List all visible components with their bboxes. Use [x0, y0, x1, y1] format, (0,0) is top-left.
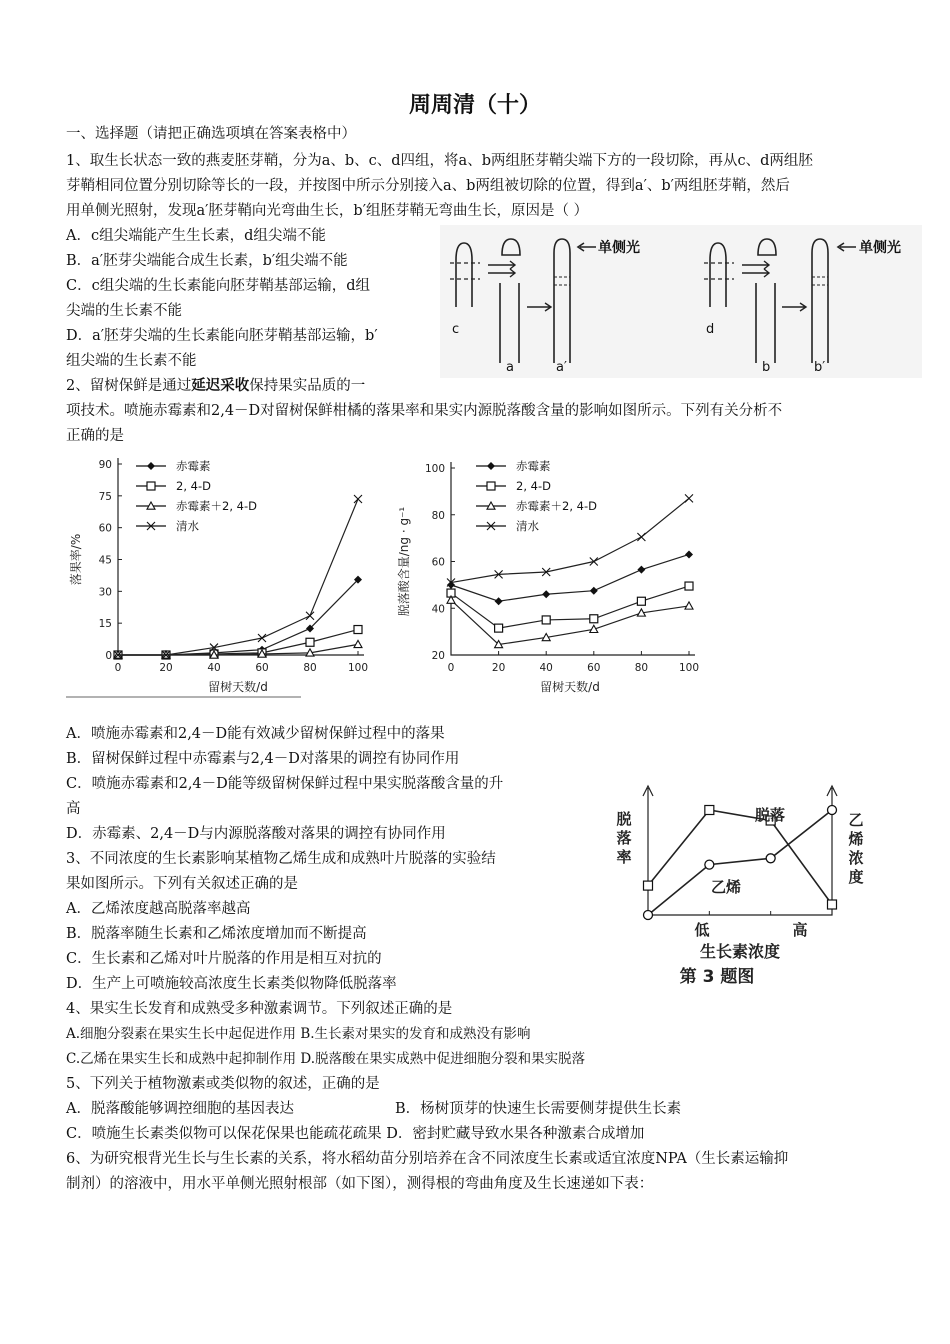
data-point: [685, 602, 693, 609]
q5-option-a: A．脱落酸能够调控细胞的基因表达: [66, 1101, 294, 1117]
fruit-drop-chart: [66, 452, 386, 700]
legend-label: 赤霉素＋2, 4-D: [516, 499, 597, 513]
data-point: [644, 911, 653, 920]
q2-option-b: B．留树保鲜过程中赤霉素与2,4－D对落果的调控有协同作用: [66, 751, 460, 767]
legend-label: 清水: [176, 519, 199, 533]
x-tick-label: 40: [207, 662, 221, 674]
y-axis-right-label-char: 度: [848, 868, 864, 886]
series-line-2: [451, 600, 689, 644]
data-point: [542, 616, 550, 624]
x-tick-label: 60: [587, 662, 601, 674]
data-point: [637, 566, 645, 574]
data-point: [590, 558, 598, 566]
q3-stem-line: 3、不同浓度的生长素影响某植物乙烯生成和成熟叶片脱落的实验结: [66, 851, 496, 867]
x-tick-label: 20: [159, 662, 173, 674]
data-point: [354, 495, 362, 503]
x-axis-label: 留树天数/d: [540, 680, 600, 694]
data-point: [685, 550, 693, 558]
x-tick-label: 60: [255, 662, 269, 674]
y-tick-label: 60: [98, 522, 112, 535]
y-tick-label: 45: [98, 554, 112, 567]
q1-option-c: C．c组尖端的生长素能向胚芽鞘基部运输，d组: [66, 278, 370, 294]
x-tick-label: 40: [539, 662, 553, 674]
q1-option-d-cont: 组尖端的生长素不能: [66, 353, 197, 369]
data-point: [306, 612, 314, 620]
y-axis-right-label-char: 乙: [848, 811, 864, 829]
y-tick-label: 0: [105, 650, 112, 662]
series-label: 脱落: [754, 806, 786, 824]
data-point: [705, 806, 714, 815]
page-title: 周周清（十）: [408, 92, 541, 118]
legend-label: 清水: [516, 519, 539, 533]
q2-stem-pre: 2、留树保鲜是通过: [66, 378, 192, 394]
light-label: 单侧光: [859, 240, 901, 256]
light-label: 单侧光: [598, 240, 640, 256]
y-axis-right-label-char: 烯: [848, 830, 864, 848]
x-tick-label: 20: [491, 662, 506, 674]
y-tick-label: 90: [98, 459, 112, 471]
data-point: [637, 533, 645, 541]
q6-stem-line: 6、为研究根背光生长与生长素的关系，将水稻幼苗分别培养在含不同浓度生长素或适宜浓度NPA（生长素运输抑: [66, 1151, 789, 1167]
series-line-0: [451, 554, 689, 601]
label-d: d: [706, 322, 715, 337]
q3-option-b: B．脱落率随生长素和乙烯浓度增加而不断提高: [66, 926, 367, 942]
q5-options-cd: C．喷施生长素类似物可以保花保果也能疏花疏果 D．密封贮藏导致水果各种激素合成增加: [66, 1126, 645, 1142]
legend-label: 赤霉素＋2, 4-D: [176, 499, 257, 513]
legend-label: 2, 4-D: [176, 479, 211, 493]
y-tick-label: 80: [431, 509, 445, 522]
y-axis-label: 落果率/%: [69, 533, 83, 586]
q1-option-d: D．a′胚芽尖端的生长素能向胚芽鞘基部运输，b′: [66, 328, 378, 344]
legend-marker: [487, 462, 495, 470]
q5-stem: 5、下列关于植物激素或类似物的叙述，正确的是: [66, 1076, 380, 1092]
x-tick-label: 80: [634, 662, 649, 674]
y-tick-label: 20: [431, 650, 445, 662]
y-axis-label: 脱落酸含量/ng · g⁻¹: [397, 506, 411, 617]
data-point: [590, 587, 598, 595]
q4-options-ab: A.细胞分裂素在果实生长中起促进作用 B.生长素对果实的发育和成熟没有影响: [66, 1026, 531, 1042]
data-point: [644, 881, 653, 890]
q4-stem: 4、果实生长发育和成熟受多种激素调节。下列叙述正确的是: [66, 1001, 453, 1017]
q2-option-a: A．喷施赤霉素和2,4－D能有效减少留树保鲜过程中的落果: [66, 726, 445, 742]
q2-stem-line: 项技术。喷施赤霉素和2,4－D对留树保鲜柑橘的落果率和果实内源脱落酸含量的影响如图所示。下列有关分析不: [66, 403, 783, 419]
x-tick-label-low: 低: [694, 921, 710, 939]
data-point: [685, 582, 693, 590]
y-tick-label: 30: [98, 586, 112, 599]
q2-stem-line: 正确的是: [66, 428, 124, 444]
q1-stem-line: 1、取生长状态一致的燕麦胚芽鞘，分为a、b、c、d四组，将a、b两组胚芽鞘尖端下方的一段切除，再从c、d两组胚: [66, 153, 813, 169]
q2-option-c-cont: 高: [66, 801, 81, 817]
legend-marker: [487, 482, 495, 490]
y-tick-label: 75: [98, 490, 112, 503]
data-point: [828, 900, 837, 909]
y-axis-label-char: 脱: [616, 810, 632, 828]
q1-option-b: B．a′胚芽尖端能合成生长素，b′组尖端不能: [66, 253, 348, 269]
x-tick-label: 80: [303, 662, 317, 674]
x-tick-label: 0: [447, 662, 455, 674]
data-point: [542, 590, 550, 598]
q3-stem-line: 果如图所示。下列有关叙述正确的是: [66, 876, 298, 892]
q2-stem-line: [66, 376, 365, 396]
label-a-prime: a′: [556, 360, 567, 375]
series-line-0: [118, 580, 358, 655]
q2-stem-post: 保持果实品质的一: [249, 378, 366, 394]
data-point: [828, 806, 837, 815]
q1-stem-line: 芽鞘相同位置分别切除等长的一段，并按图中所示分别接入a、b两组被切除的位置，得到a′、b′两组胚芽鞘，然后: [66, 178, 790, 194]
q5-option-b: B．杨树顶芽的快速生长需要侧芽提供生长素: [395, 1101, 682, 1117]
data-point: [495, 624, 503, 632]
q3-option-d: D．生产上可喷施较高浓度生长素类似物降低脱落率: [66, 976, 397, 992]
y-tick-label: 100: [424, 463, 445, 475]
y-tick-label: 60: [431, 556, 445, 569]
q1-option-a: A．c组尖端能产生生长素，d组尖端不能: [66, 228, 326, 244]
q1-stem-line: 用单侧光照射，发现a′胚芽鞘向光弯曲生长，b′组胚芽鞘无弯曲生长，原因是（ ）: [66, 203, 589, 219]
label-b: b: [762, 360, 771, 375]
x-tick-label-high: 高: [792, 921, 808, 939]
x-axis-label: 生长素浓度: [699, 942, 781, 961]
coleoptile-figure: [440, 225, 922, 378]
data-point: [354, 626, 362, 634]
data-point: [495, 597, 503, 605]
series-line-1: [648, 810, 832, 915]
data-point: [685, 494, 693, 502]
y-axis-label-char: 落: [616, 829, 632, 847]
legend-label: 2, 4-D: [516, 479, 551, 493]
x-tick-label: 100: [678, 662, 700, 674]
data-point: [637, 597, 645, 605]
q2-option-c: C．喷施赤霉素和2,4－D能等级留树保鲜过程中果实脱落酸含量的升: [66, 776, 504, 792]
x-tick-label: 100: [347, 662, 369, 674]
y-axis-right-label-char: 浓: [848, 849, 864, 867]
y-axis-left: [643, 786, 653, 915]
x-tick-label: 0: [114, 662, 122, 674]
legend-marker: [147, 482, 155, 490]
legend-label: 赤霉素: [176, 459, 211, 473]
label-a: a: [506, 360, 514, 375]
auxin-ethylene-chart: [602, 780, 892, 995]
x-axis-label: 留树天数/d: [208, 680, 268, 694]
label-c: c: [452, 322, 460, 337]
q2-stem-emphasis: 延迟采收: [191, 377, 250, 394]
y-axis-label-char: 率: [616, 848, 632, 866]
data-point: [705, 860, 714, 869]
legend-marker: [147, 462, 155, 470]
series-label: 乙烯: [710, 878, 742, 896]
q1-option-c-cont: 尖端的生长素不能: [66, 303, 182, 319]
data-point: [306, 638, 314, 646]
y-tick-label: 40: [431, 603, 445, 616]
y-tick-label: 15: [98, 618, 112, 631]
q6-stem-line: 制剂）的溶液中，用水平单侧光照射根部（如下图），测得根的弯曲角度及生长速递如下表：: [66, 1176, 654, 1192]
data-point: [590, 615, 598, 623]
section-heading: 一、选择题（请把正确选项填在答案表格中）: [66, 126, 356, 142]
label-b-prime: b′: [814, 360, 826, 375]
abscisic-acid-chart: [396, 452, 726, 700]
q3-option-c: C．生长素和乙烯对叶片脱落的作用是相互对抗的: [66, 951, 382, 967]
q4-options-cd: C.乙烯在果实生长和成熟中起抑制作用 D.脱落酸在果实成熟中促进细胞分裂和果实脱落: [66, 1051, 586, 1067]
data-point: [354, 640, 362, 647]
figure-caption: 第 3 题图: [679, 967, 755, 987]
chart-axes: [451, 462, 695, 655]
q3-option-a: A．乙烯浓度越高脱落率越高: [66, 901, 251, 917]
legend-label: 赤霉素: [516, 459, 551, 473]
q2-option-d: D．赤霉素、2,4－D与内源脱落酸对落果的调控有协同作用: [66, 826, 446, 842]
data-point: [766, 854, 775, 863]
